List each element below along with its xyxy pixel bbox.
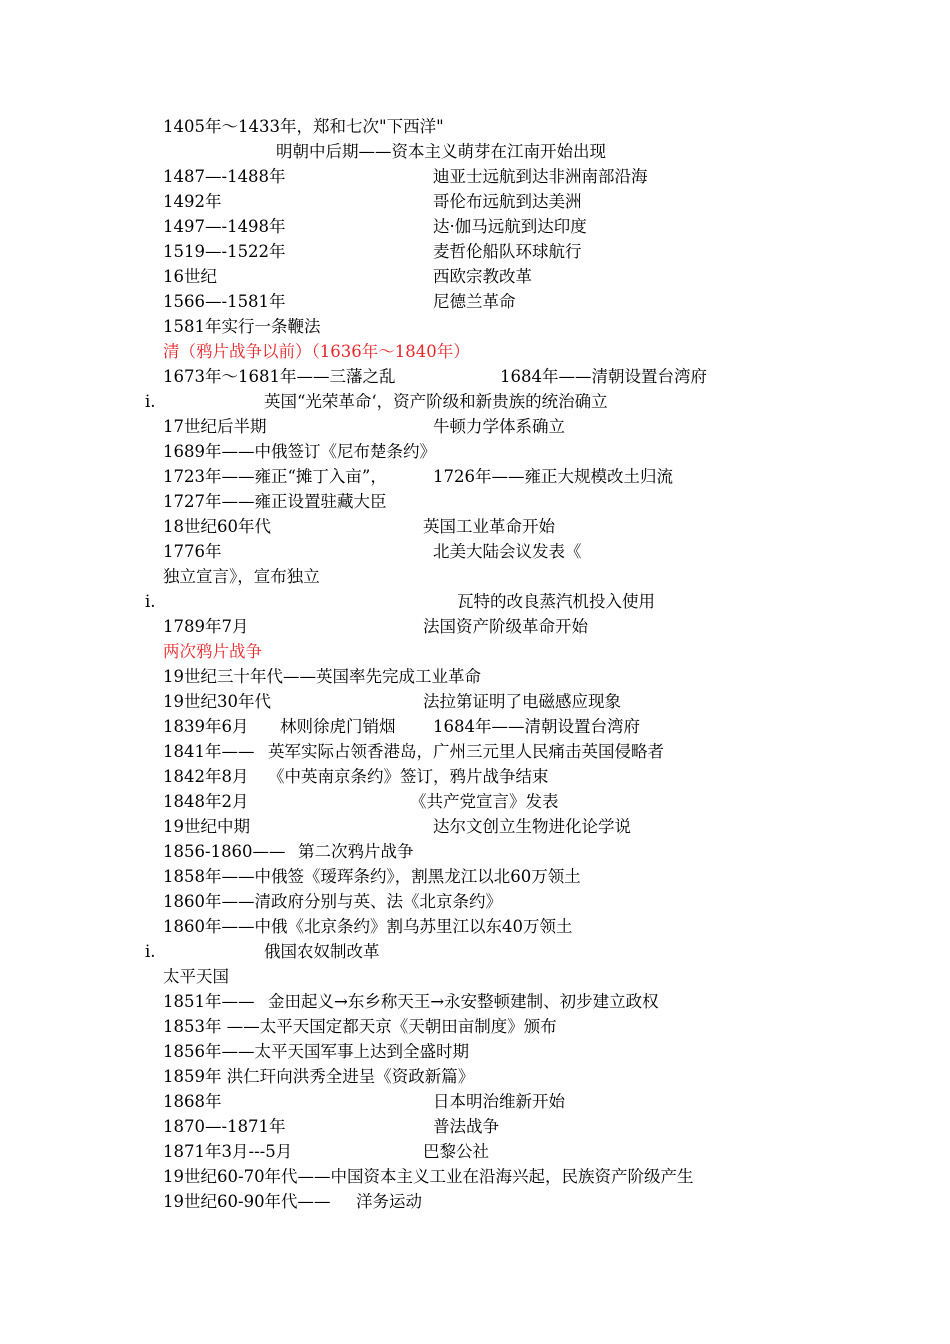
line-event: 达尔文创立生物进化论学说 [433,817,631,836]
timeline-line [0,414,950,439]
line-event: 洋务运动 [356,1192,422,1211]
timeline-line [0,714,950,739]
line-text: 独立宣言》，宣布独立 [163,567,320,586]
line-event: 《中英南京条约》签订，鸦片战争结束 [268,767,549,786]
line-event: 1684年——清朝设置台湾府 [433,717,640,736]
timeline-line [0,1139,950,1164]
timeline-line [0,464,950,489]
line-event: 日本明治维新开始 [433,1092,565,1111]
line-event: 牛顿力学体系确立 [433,417,565,436]
line-date: 1856-1860—— [163,842,286,861]
line-date: 1848年2月 [163,792,249,811]
line-text: 1856年——太平天国军事上达到全盛时期 [163,1042,469,1061]
line-event: 迪亚士远航到达非洲南部沿海 [433,167,648,186]
timeline-line [0,1114,950,1139]
line-event: 林则徐虎门销烟 [280,717,396,736]
timeline-line [0,814,950,839]
timeline-line [0,589,950,614]
line-text: 19世纪60-70年代——中国资本主义工业在沿海兴起，民族资产阶级产生 [163,1167,694,1186]
line-text: 1858年——中俄签《瑷珲条约》，割黑龙江以北60万领土 [163,867,581,886]
line-event: 北美大陆会议发表《 [433,542,582,561]
timeline-line [0,364,950,389]
line-date: 1871年3月---5月 [163,1142,293,1161]
timeline-line [0,664,950,689]
timeline-line [0,114,950,139]
line-event: 金田起义→东乡称天王→永安整顿建制、初步建立政权 [268,992,659,1011]
timeline-line [0,789,950,814]
timeline-line [0,939,950,964]
line-date: 1492年 [163,192,222,211]
line-date: 1497—-1498年 [163,217,286,236]
line-text: 1860年——中俄《北京条约》割乌苏里江以东40万领土 [163,917,573,936]
line-event: 普法战争 [433,1117,499,1136]
line-date: 16世纪 [163,267,217,286]
timeline-line [0,739,950,764]
line-date: 1851年—— [163,992,255,1011]
line-date: 17世纪后半期 [163,417,267,436]
timeline-line [0,314,950,339]
timeline-line [0,389,950,414]
line-date: 19世纪中期 [163,817,250,836]
line-event: 瓦特的改良蒸汽机投入使用 [457,592,655,611]
timeline-line [0,164,950,189]
line-date: 1842年8月 [163,767,249,786]
section-heading [0,339,950,364]
timeline-line [0,689,950,714]
timeline-line [0,139,950,164]
line-text: 俄国农奴制改革 [264,942,380,961]
timeline-line [0,514,950,539]
line-date: 1487—-1488年 [163,167,286,186]
line-event: 《共产党宣言》发表 [410,792,559,811]
section-heading-text: 清（鸦片战争以前）（1636年～1840年） [163,342,470,361]
timeline-line [0,439,950,464]
line-date: 1776年 [163,542,222,561]
line-text: 1860年——清政府分别与英、法《北京条约》 [163,892,502,911]
line-event: 英军实际占领香港岛，广州三元里人民痛击英国侵略者 [268,742,664,761]
timeline-line [0,564,950,589]
timeline-line [0,1164,950,1189]
line-text: 太平天国 [163,967,229,986]
timeline-line [0,964,950,989]
line-date: 1839年6月 [163,717,249,736]
line-date: 1673年～1681年——三藩之乱 [163,367,396,386]
line-date: 1566—-1581年 [163,292,286,311]
timeline-line [0,539,950,564]
list-marker: i. [145,392,156,411]
timeline-line [0,489,950,514]
timeline-line [0,1014,950,1039]
line-date: 1519—-1522年 [163,242,286,261]
line-event: 法国资产阶级革命开始 [423,617,588,636]
timeline-line [0,214,950,239]
line-text: 1727年——雍正设置驻藏大臣 [163,492,387,511]
section-heading-text: 两次鸦片战争 [163,642,262,661]
line-event: 1726年——雍正大规模改土归流 [433,467,673,486]
line-event: 西欧宗教改革 [433,267,532,286]
timeline-line [0,914,950,939]
timeline-line [0,1064,950,1089]
line-date: 1868年 [163,1092,222,1111]
line-date: 1789年7月 [163,617,249,636]
timeline-line [0,614,950,639]
line-event: 麦哲伦船队环球航行 [433,242,582,261]
timeline-line [0,864,950,889]
line-date: 1841年—— [163,742,255,761]
timeline-line [0,264,950,289]
line-text: 明朝中后期——资本主义萌芽在江南开始出现 [276,142,606,161]
timeline-line [0,289,950,314]
timeline-line [0,189,950,214]
line-date: 1723年——雍正“摊丁入亩”， [163,467,387,486]
line-event: 达·伽马远航到达印度 [433,217,587,236]
timeline-line [0,1039,950,1064]
timeline-line [0,239,950,264]
line-event: 哥伦布远航到达美洲 [433,192,582,211]
line-text: 1853年 ——太平天国定都天京《天朝田亩制度》颁布 [163,1017,557,1036]
line-text: 1405年～1433年，郑和七次"下西洋" [163,117,444,136]
line-text: 英国“光荣革命‘，资产阶级和新贵族的统治确立 [264,392,608,411]
line-date: 1870—-1871年 [163,1117,286,1136]
line-event: 法拉第证明了电磁感应现象 [423,692,621,711]
line-event: 第二次鸦片战争 [298,842,414,861]
line-date: 19世纪30年代 [163,692,271,711]
list-marker: i. [145,942,156,961]
timeline-line [0,1189,950,1214]
timeline-line [0,1089,950,1114]
line-event: 1684年——清朝设置台湾府 [500,367,707,386]
line-text: 19世纪三十年代——英国率先完成工业革命 [163,667,481,686]
timeline-line [0,839,950,864]
line-text: 1689年——中俄签订《尼布楚条约》 [163,442,436,461]
timeline-line [0,764,950,789]
timeline-line [0,989,950,1014]
line-event: 尼德兰革命 [433,292,516,311]
line-text: 1859年 洪仁玕向洪秀全进呈《资政新篇》 [163,1067,475,1086]
line-date: 19世纪60-90年代—— [163,1192,331,1211]
line-date: 18世纪60年代 [163,517,271,536]
list-marker: i. [145,592,156,611]
section-heading [0,639,950,664]
line-event: 巴黎公社 [423,1142,489,1161]
timeline-line [0,889,950,914]
line-event: 英国工业革命开始 [423,517,555,536]
line-text: 1581年实行一条鞭法 [163,317,321,336]
